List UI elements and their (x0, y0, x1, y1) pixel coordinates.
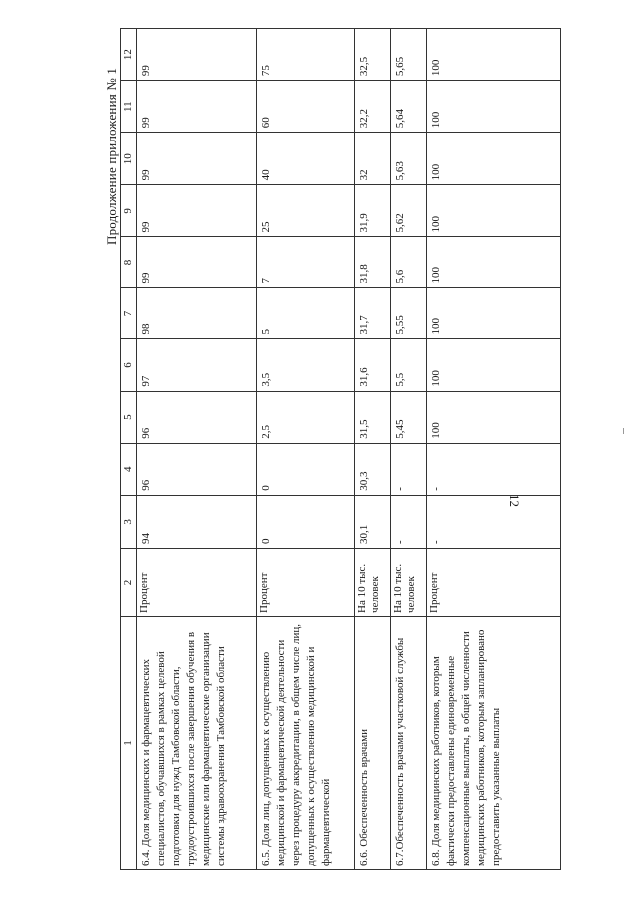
indicator-value: 5,62 (391, 185, 427, 237)
indicator-value: - (427, 495, 561, 548)
indicator-value: - (391, 443, 427, 495)
indicator-value: 5,5 (391, 339, 427, 391)
indicator-value: 97 (137, 339, 257, 391)
scan-mark (623, 428, 624, 434)
indicator-value: 0 (257, 495, 355, 548)
indicator-value: 5,55 (391, 288, 427, 339)
indicator-value: 99 (137, 185, 257, 237)
indicator-value: 100 (427, 133, 561, 185)
header-cell: 7 (121, 288, 137, 339)
indicator-unit: На 10 тыс. человек (355, 548, 391, 616)
indicator-value: 100 (427, 29, 561, 81)
indicator-value: 100 (427, 185, 561, 237)
indicator-value: 98 (137, 288, 257, 339)
header-cell: 3 (121, 495, 137, 548)
indicator-value: 5,63 (391, 133, 427, 185)
indicator-value: 31,5 (355, 391, 391, 443)
indicator-name: 6.4. Доля медицинских и фармацевтических специалистов, обучавшихся в рамках целевой подготовки для нужд Тамбовской области, трудоустроившихся после завершения обучения в медицинские или фармацевтические организации системы здравоохранения Тамбовской области (137, 616, 257, 869)
indicator-unit: Процент (257, 548, 355, 616)
indicator-value: 3,5 (257, 339, 355, 391)
indicator-value: 31,9 (355, 185, 391, 237)
indicator-value: 99 (137, 237, 257, 288)
indicator-value: 99 (137, 81, 257, 133)
indicator-value: 5,6 (391, 237, 427, 288)
table-row (427, 29, 561, 870)
indicator-value: 99 (137, 29, 257, 81)
indicator-value: 31,7 (355, 288, 391, 339)
indicator-value: 30,3 (355, 443, 391, 495)
indicator-value: 25 (257, 185, 355, 237)
continuation-heading: Продолжение приложения № 1 (104, 67, 119, 245)
indicator-value: 32 (355, 133, 391, 185)
header-row (121, 29, 137, 870)
indicator-value: 2,5 (257, 391, 355, 443)
indicator-name: 6.7.Обеспеченность врачами участковой службы (391, 616, 427, 869)
header-cell: 8 (121, 237, 137, 288)
indicator-name: 6.6. Обеспеченность врачами (355, 616, 391, 869)
header-cell: 2 (121, 548, 137, 616)
indicator-value: 32,5 (355, 29, 391, 81)
indicator-name: 6.5. Доля лиц, допущенных к осуществлению медицинской и фармацевтической деятельности через процедуру аккредитации, в общем числе лиц, допущенных к осуществлению медицинской и фармацевтической (257, 616, 355, 869)
indicators-table (120, 28, 561, 870)
indicator-value: 100 (427, 237, 561, 288)
indicator-value: 60 (257, 81, 355, 133)
indicator-value: 7 (257, 237, 355, 288)
header-cell: 12 (121, 29, 137, 81)
indicator-value: 100 (427, 81, 561, 133)
indicator-value: - (427, 443, 561, 495)
indicator-value: 96 (137, 443, 257, 495)
indicator-value: 30,1 (355, 495, 391, 548)
header-cell: 1 (121, 616, 137, 869)
indicator-value: 31,6 (355, 339, 391, 391)
indicator-value: 5,45 (391, 391, 427, 443)
indicator-value: 99 (137, 133, 257, 185)
header-cell: 5 (121, 391, 137, 443)
indicator-value: 5,64 (391, 81, 427, 133)
indicator-value: 40 (257, 133, 355, 185)
indicator-unit: На 10 тыс. человек (391, 548, 427, 616)
indicator-value: 31,8 (355, 237, 391, 288)
table-row (355, 29, 391, 870)
table-row (391, 29, 427, 870)
header-cell: 10 (121, 133, 137, 185)
indicator-value: 0 (257, 443, 355, 495)
indicator-value: 100 (427, 288, 561, 339)
indicator-name: 6.8. Доля медицинских работников, которым фактически предоставлены единовременные компенсационные выплаты, в общей численности медицинских работников, которым запланировано предоставить указанные выплаты (427, 616, 561, 869)
indicator-unit: Процент (427, 548, 561, 616)
header-cell: 4 (121, 443, 137, 495)
table-row (257, 29, 355, 870)
indicator-value: 5 (257, 288, 355, 339)
indicator-value: 94 (137, 495, 257, 548)
indicator-value: - (391, 495, 427, 548)
table-row (137, 29, 257, 870)
header-cell: 9 (121, 185, 137, 237)
indicator-value: 75 (257, 29, 355, 81)
header-cell: 11 (121, 81, 137, 133)
indicator-value: 100 (427, 391, 561, 443)
page-number: 12 (507, 494, 522, 507)
indicator-unit: Процент (137, 548, 257, 616)
indicator-value: 100 (427, 339, 561, 391)
indicator-value: 96 (137, 391, 257, 443)
indicator-value: 32,2 (355, 81, 391, 133)
header-cell: 6 (121, 339, 137, 391)
indicator-value: 5,65 (391, 29, 427, 81)
